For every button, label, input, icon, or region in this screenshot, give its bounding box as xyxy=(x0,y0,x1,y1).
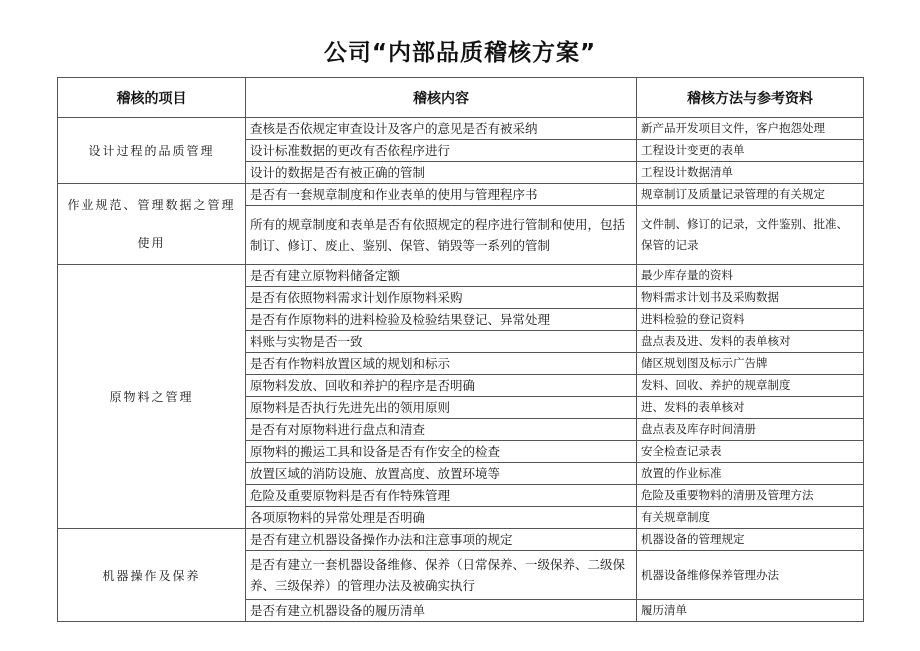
method-cell: 安全检查记录表 xyxy=(637,441,864,463)
table-row xyxy=(58,184,864,206)
method-cell: 发料、回收、养护的规章制度 xyxy=(637,375,864,397)
method-cell: 规章制订及质量记录管理的有关规定 xyxy=(637,184,864,206)
method-cell: 有关规章制度 xyxy=(637,507,864,529)
header-audit-content: 稽核内容 xyxy=(246,78,637,118)
audit-table xyxy=(57,77,864,622)
document-title: 公司“内部品质稽核方案” xyxy=(323,40,597,66)
table-header-row xyxy=(58,78,864,118)
method-cell: 盘点表及库存时间清册 xyxy=(637,419,864,441)
content-cell: 是否有建立一套机器设备维修、保养（日常保养、一级保养、二级保养、三级保养）的管理办法及被确实执行 xyxy=(246,551,637,600)
table-row xyxy=(58,118,864,140)
method-cell: 履历清单 xyxy=(637,600,864,622)
content-cell: 原物料是否执行先进先出的领用原则 xyxy=(246,397,637,419)
method-cell: 机器设备的管理规定 xyxy=(637,529,864,551)
header-audit-method: 稽核方法与参考资料 xyxy=(637,78,864,118)
content-cell: 各项原物料的异常处理是否明确 xyxy=(246,507,637,529)
method-cell: 放置的作业标准 xyxy=(637,463,864,485)
method-cell: 新产品开发项目文件，客户抱怨处理 xyxy=(637,118,864,140)
method-cell: 进料检验的登记资料 xyxy=(637,309,864,331)
content-cell: 是否有建立原物料储备定额 xyxy=(246,265,637,287)
content-cell: 是否有对原物料进行盘点和清查 xyxy=(246,419,637,441)
method-cell: 进、发料的表单核对 xyxy=(637,397,864,419)
method-cell: 工程设计数据清单 xyxy=(637,162,864,184)
content-cell: 是否有作物料放置区域的规划和标示 xyxy=(246,353,637,375)
table-row xyxy=(58,529,864,551)
content-cell: 料账与实物是否一致 xyxy=(246,331,637,353)
content-cell: 设计的数据是否有被正确的管制 xyxy=(246,162,637,184)
content-cell: 查核是否依规定审查设计及客户的意见是否有被采纳 xyxy=(246,118,637,140)
category-line: 使用 xyxy=(137,236,166,250)
category-cell: 设计过程的品质管理 xyxy=(58,118,246,184)
content-cell: 所有的规章制度和表单是否有依照规定的程序进行管制和使用，包括制订、修订、废止、鉴别、保管、销毁等一系列的管制 xyxy=(246,206,637,265)
category-cell: 机器操作及保养 xyxy=(58,529,246,622)
header-audit-item: 稽核的项目 xyxy=(58,78,246,118)
content-cell: 是否有依照物料需求计划作原物料采购 xyxy=(246,287,637,309)
content-cell: 放置区域的消防设施、放置高度、放置环境等 xyxy=(246,463,637,485)
content-cell: 原物料的搬运工具和设备是否有作安全的检查 xyxy=(246,441,637,463)
category-line: 作业规范、管理数据之管理 xyxy=(67,198,236,212)
content-cell: 是否有一套规章制度和作业表单的使用与管理程序书 xyxy=(246,184,637,206)
content-cell: 是否有作原物料的进料检验及检验结果登记、异常处理 xyxy=(246,309,637,331)
category-cell: 原物料之管理 xyxy=(58,265,246,529)
content-cell: 是否有建立机器设备的履历清单 xyxy=(246,600,637,622)
method-cell: 盘点表及进、发料的表单核对 xyxy=(637,331,864,353)
method-cell: 最少库存量的资料 xyxy=(637,265,864,287)
method-cell: 文件制、修订的记录，文件鉴别、批准、保管的记录 xyxy=(637,206,864,265)
method-cell: 危险及重要物料的清册及管理方法 xyxy=(637,485,864,507)
method-cell: 工程设计变更的表单 xyxy=(637,140,864,162)
content-cell: 设计标准数据的更改有否依程序进行 xyxy=(246,140,637,162)
table-row xyxy=(58,265,864,287)
method-cell: 机器设备维修保养管理办法 xyxy=(637,551,864,600)
category-cell xyxy=(58,184,246,265)
content-cell: 原物料发放、回收和养护的程序是否明确 xyxy=(246,375,637,397)
content-cell: 危险及重要原物料是否有作特殊管理 xyxy=(246,485,637,507)
method-cell: 储区规划图及标示广告牌 xyxy=(637,353,864,375)
content-cell: 是否有建立机器设备操作办法和注意事项的规定 xyxy=(246,529,637,551)
method-cell: 物料需求计划书及采购数据 xyxy=(637,287,864,309)
